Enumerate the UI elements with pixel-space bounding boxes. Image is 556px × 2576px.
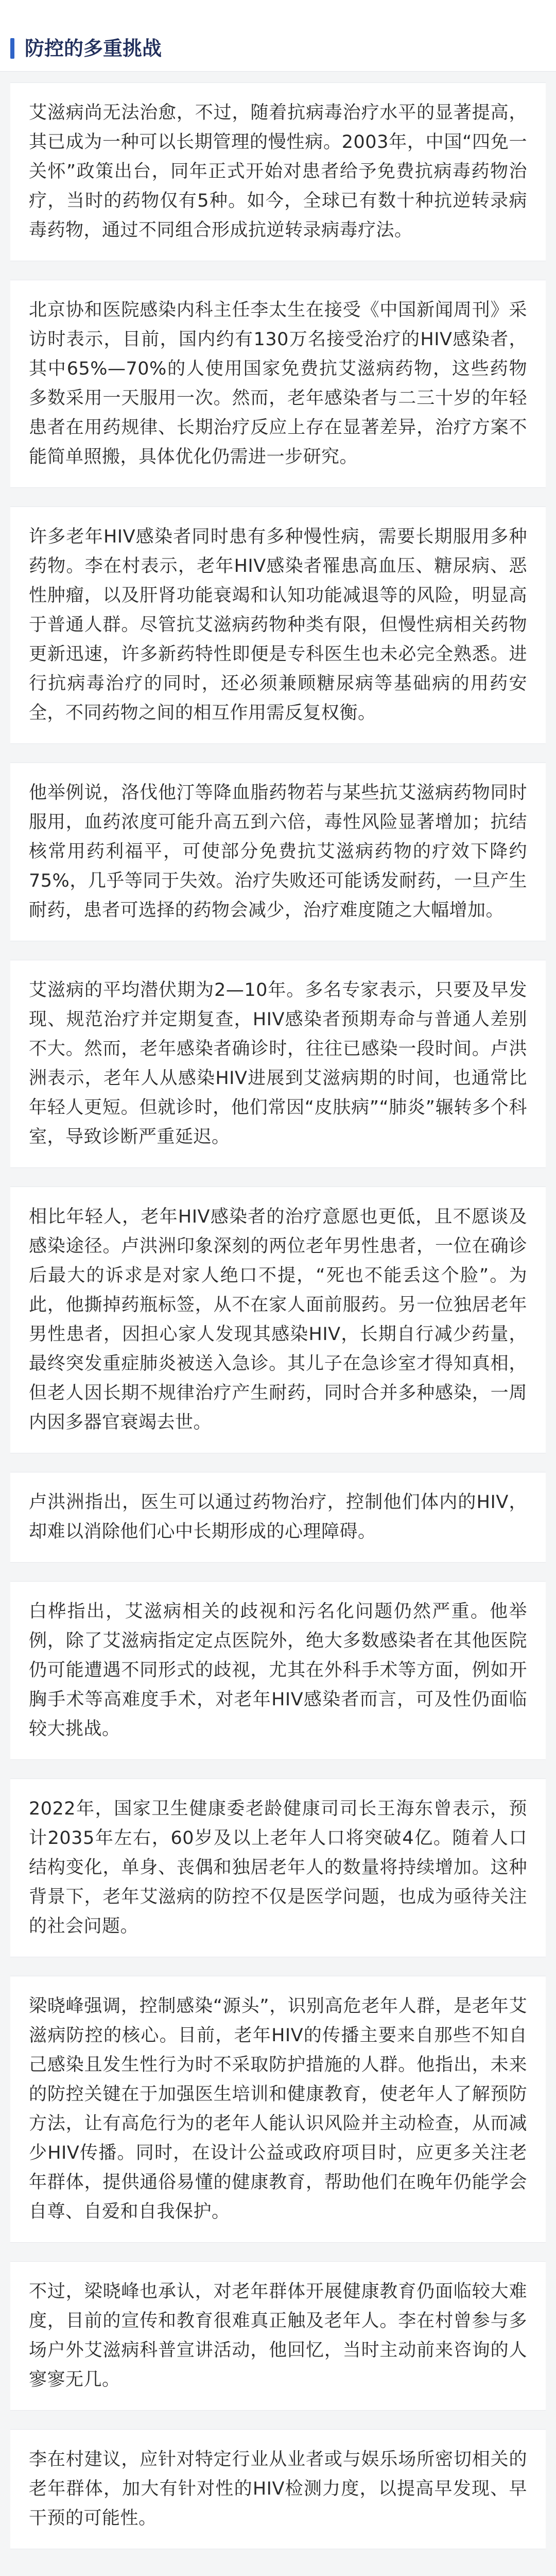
- article-paragraph: 艾滋病的平均潜伏期为2—10年。多名专家表示，只要及早发现、规范治疗并定期复查，HIV感染者预期寿命与普通人差别不大。然而，老年感染者确诊时，往往已感染一段时间。卢洪洲表示，老年人从感染HIV进展到艾滋病期的时间，也通常比年轻人更短。但就诊时，他们常因“皮肤病”“肺炎”辗转多个科室，导致诊断严重延迟。: [10, 960, 546, 1168]
- article-body: [0, 82, 556, 2576]
- article-paragraph: 梁晓峰强调，控制感染“源头”，识别高危老年人群，是老年艾滋病防控的核心。目前，老年HIV的传播主要来自那些不知自己感染且发生性行为时不采取防护措施的人群。他指出，未来的防控关键在于加强医生培训和健康教育，使老年人了解预防方法，让有高危行为的老年人能认识风险并主动检查，从而减少HIV传播。同时，在设计公益或政府项目时，应更多关注老年群体，提供通俗易懂的健康教育，帮助他们在晚年仍能学会自尊、自爱和自我保护。: [10, 1976, 546, 2243]
- article-paragraph: 北京协和医院感染内科主任李太生在接受《中国新闻周刊》采访时表示，目前，国内约有130万名接受治疗的HIV感染者，其中65%—70%的人使用国家免费抗艾滋病药物，这些药物多数采用一天服用一次。然而，老年感染者与二三十岁的年轻患者在用药规律、长期治疗反应上存在显著差异，治疗方案不能简单照搬，具体优化仍需进一步研究。: [10, 280, 546, 488]
- section-title: 防控的多重挑战: [25, 37, 162, 60]
- article-paragraph: 李在村建议，应针对特定行业从业者或与娱乐场所密切相关的老年群体，加大有针对性的HIV检测力度，以提高早发现、早干预的可能性。: [10, 2429, 546, 2549]
- article-paragraph: 卢洪洲指出，医生可以通过药物治疗，控制他们体内的HIV，却难以消除他们心中长期形成的心理障碍。: [10, 1472, 546, 1563]
- article-paragraph: 相比年轻人，老年HIV感染者的治疗意愿也更低，且不愿谈及感染途径。卢洪洲印象深刻的两位老年男性患者，一位在确诊后最大的诉求是对家人绝口不提，“死也不能丢这个脸”。为此，他撕掉药瓶标签，从不在家人面前服药。另一位独居老年男性患者，因担心家人发现其感染HIV，长期自行减少药量，最终突发重症肺炎被送入急诊。其儿子在急诊室才得知真相，但老人因长期不规律治疗产生耐药，同时合并多种感染，一周内因多器官衰竭去世。: [10, 1187, 546, 1453]
- article-paragraph: 不过，梁晓峰也承认，对老年群体开展健康教育仍面临较大难度，目前的宣传和教育很难真正触及老年人。李在村曾参与多场户外艾滋病科普宣讲活动，他回忆，当时主动前来咨询的人寥寥无几。: [10, 2261, 546, 2411]
- top-strip: [0, 0, 556, 26]
- heading-accent-bar: [10, 38, 14, 59]
- article-paragraph: 白桦指出，艾滋病相关的歧视和污名化问题仍然严重。他举例，除了艾滋病指定定点医院外，绝大多数感染者在其他医院仍可能遭遇不同形式的歧视，尤其在外科手术等方面，例如开胸手术等高难度手术，对老年HIV感染者而言，可及性仍面临较大挑战。: [10, 1581, 546, 1760]
- article-paragraph: 艾滋病尚无法治愈，不过，随着抗病毒治疗水平的显著提高，其已成为一种可以长期管理的慢性病。2003年，中国“四免一关怀”政策出台，同年正式开始对患者给予免费抗病毒药物治疗，当时的药物仅有5种。如今，全球已有数十种抗逆转录病毒药物，通过不同组合形成抗逆转录病毒疗法。: [10, 82, 546, 261]
- article-paragraph: 许多老年HIV感染者同时患有多种慢性病，需要长期服用多种药物。李在村表示，老年HIV感染者罹患高血压、糖尿病、恶性肿瘤，以及肝肾功能衰竭和认知功能减退等的风险，明显高于普通人群。尽管抗艾滋病药物种类有限，但慢性病相关药物更新迅速，许多新药特性即便是专科医生也未必完全熟悉。进行抗病毒治疗的同时，还必须兼顾糖尿病等基础病的用药安全，不同药物之间的相互作用需反复权衡。: [10, 506, 546, 744]
- article-paragraph: 2022年，国家卫生健康委老龄健康司司长王海东曾表示，预计2035年左右，60岁及以上老年人口将突破4亿。随着人口结构变化，单身、丧偶和独居老年人的数量将持续增加。这种背景下，老年艾滋病的防控不仅是医学问题，也成为亟待关注的社会问题。: [10, 1778, 546, 1957]
- section-heading: [0, 26, 556, 72]
- article-paragraph: 他举例说，洛伐他汀等降血脂药物若与某些抗艾滋病药物同时服用，血药浓度可能升高五到六倍，毒性风险显著增加；抗结核常用药利福平，可使部分免费抗艾滋病药物的疗效下降约75%，几乎等同于失效。治疗失败还可能诱发耐药，一旦产生耐药，患者可选择的药物会减少，治疗难度随之大幅增加。: [10, 762, 546, 941]
- name-note-footer: [10, 2568, 546, 2576]
